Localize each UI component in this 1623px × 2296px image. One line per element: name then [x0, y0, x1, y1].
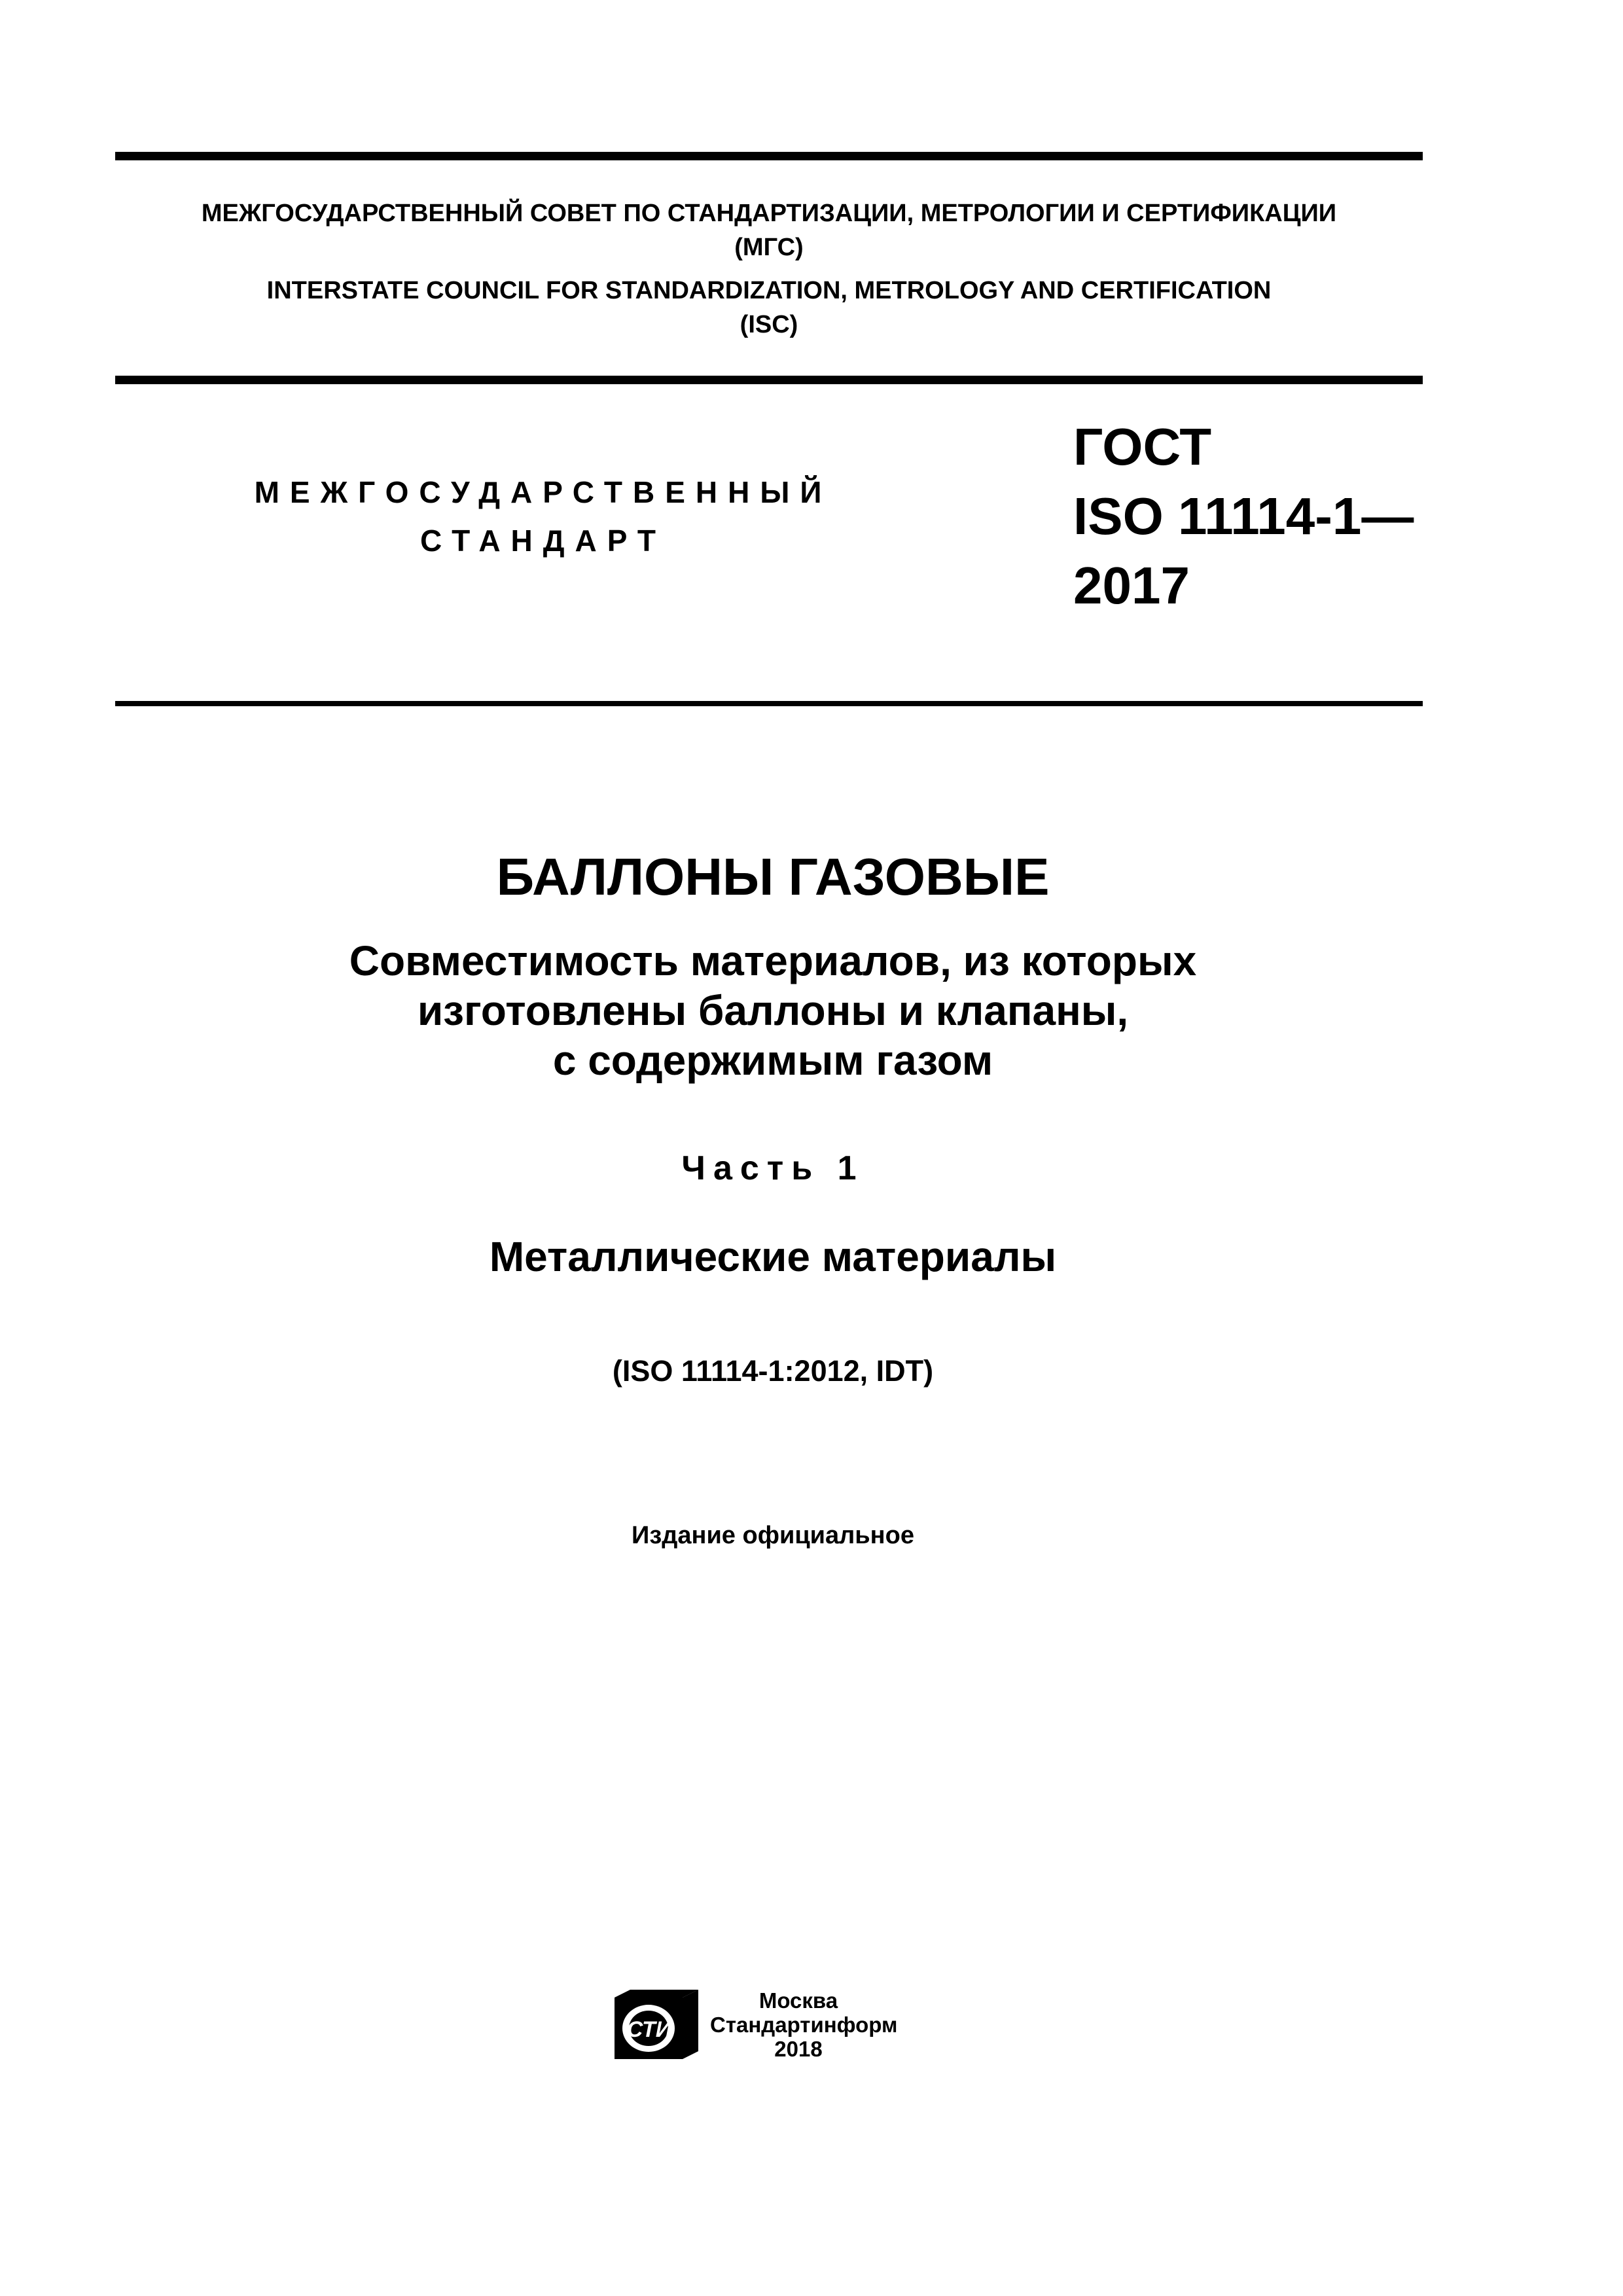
publisher-city: Москва: [758, 1988, 838, 2013]
standard-type-line2: СТАНДАРТ: [420, 524, 666, 558]
council-ru-abbr: (МГС): [734, 234, 804, 261]
designation-line1: ГОСТ: [1073, 418, 1212, 476]
subtitle-line3: с содержимым газом: [552, 1037, 993, 1084]
subtitle-line1: Совместимость материалов, из которых: [349, 937, 1197, 984]
part-title: Металлические материалы: [489, 1233, 1057, 1280]
edition-label: Издание официальное: [632, 1522, 914, 1549]
document-title: БАЛЛОНЫ ГАЗОВЫЕ: [496, 848, 1050, 906]
part-number: Часть 1: [681, 1149, 865, 1187]
designation-line3: 2017: [1073, 556, 1190, 615]
council-en: [115, 274, 1423, 342]
header-rule: [115, 701, 1423, 706]
logo-text: СТИ: [626, 2017, 672, 2042]
standard-type: [216, 468, 870, 565]
council-ru-name: МЕЖГОСУДАРСТВЕННЫЙ СОВЕТ ПО СТАНДАРТИЗАЦИИ, МЕТРОЛОГИИ И СЕРТИФИКАЦИИ: [201, 200, 1337, 227]
subtitle-line2: изготовлены баллоны и клапаны,: [417, 987, 1129, 1034]
top-rule: [115, 152, 1423, 160]
council-ru: [115, 196, 1423, 264]
standartinform-logo-icon: [612, 1988, 701, 2062]
standard-type-line1: МЕЖГОСУДАРСТВЕННЫЙ: [254, 475, 832, 509]
standard-designation: [1073, 412, 1414, 620]
iso-identity: (ISO 11114-1:2012, IDT): [612, 1354, 934, 1388]
designation-line2: ISO 11114-1—: [1073, 487, 1414, 545]
publisher: [710, 1988, 898, 2061]
document-subtitle: [115, 936, 1431, 1085]
council-en-abbr: (ISC): [740, 311, 798, 338]
council-en-name: INTERSTATE COUNCIL FOR STANDARDIZATION, METROLOGY AND CERTIFICATION: [266, 277, 1272, 304]
publisher-name: Стандартинформ: [710, 2013, 898, 2037]
publisher-year: 2018: [774, 2037, 823, 2061]
council-rule: [115, 376, 1423, 384]
